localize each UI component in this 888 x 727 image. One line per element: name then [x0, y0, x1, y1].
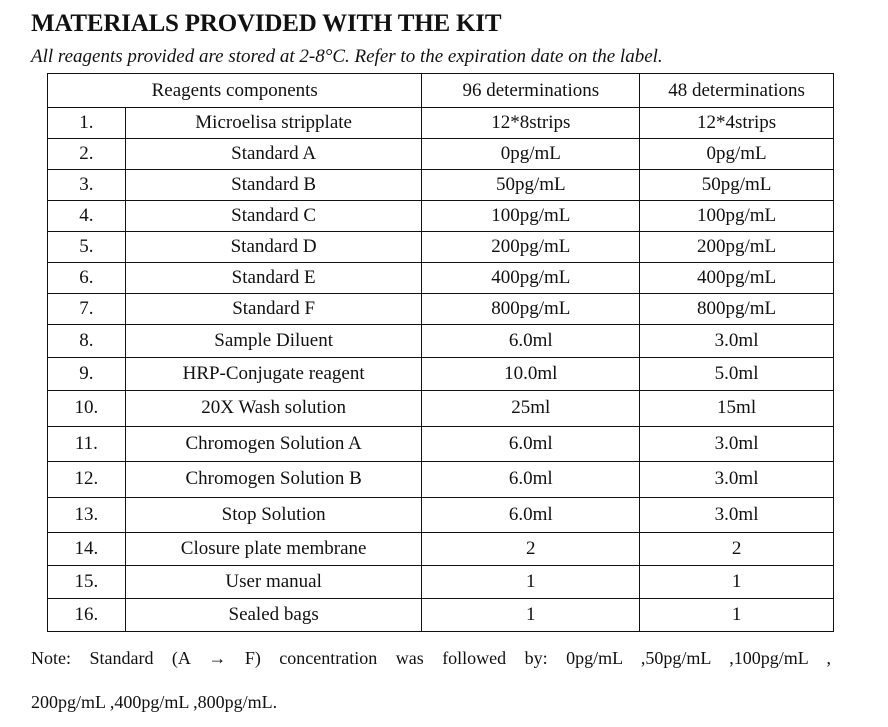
quantity-48: 3.0ml	[640, 426, 834, 462]
quantity-96: 1	[422, 566, 640, 599]
table-row	[48, 325, 834, 358]
table-row	[48, 426, 834, 462]
item-number: 10.	[48, 391, 126, 427]
reagent-name: Standard D	[125, 232, 422, 263]
item-number: 11.	[48, 426, 126, 462]
table-row	[48, 201, 834, 232]
quantity-96: 6.0ml	[422, 426, 640, 462]
quantity-48: 400pg/mL	[640, 263, 834, 294]
materials-table	[47, 73, 834, 632]
quantity-48: 50pg/mL	[640, 170, 834, 201]
quantity-96: 25ml	[422, 391, 640, 427]
item-number: 7.	[48, 294, 126, 325]
quantity-96: 6.0ml	[422, 497, 640, 533]
table-row	[48, 294, 834, 325]
reagent-name: Sample Diluent	[125, 325, 422, 358]
quantity-48: 15ml	[640, 391, 834, 427]
quantity-48: 100pg/mL	[640, 201, 834, 232]
quantity-48: 0pg/mL	[640, 139, 834, 170]
header-96-determinations: 96 determinations	[422, 74, 640, 108]
reagent-name: User manual	[125, 566, 422, 599]
table-row	[48, 358, 834, 391]
table-row	[48, 170, 834, 201]
quantity-96: 50pg/mL	[422, 170, 640, 201]
quantity-48: 5.0ml	[640, 358, 834, 391]
reagent-name: Standard F	[125, 294, 422, 325]
quantity-48: 200pg/mL	[640, 232, 834, 263]
table-row	[48, 108, 834, 139]
table-row	[48, 599, 834, 632]
table-row	[48, 462, 834, 498]
quantity-48: 1	[640, 599, 834, 632]
quantity-96: 6.0ml	[422, 462, 640, 498]
reagent-name: Closure plate membrane	[125, 533, 422, 566]
reagent-name: Standard E	[125, 263, 422, 294]
storage-subtitle: All reagents provided are stored at 2-8°C. Refer to the expiration date on the label.	[31, 46, 663, 67]
item-number: 4.	[48, 201, 126, 232]
table-row	[48, 263, 834, 294]
header-48-determinations: 48 determinations	[640, 74, 834, 108]
quantity-48: 1	[640, 566, 834, 599]
header-components: Reagents components	[48, 74, 422, 108]
quantity-96: 2	[422, 533, 640, 566]
page-title: MATERIALS PROVIDED WITH THE KIT	[31, 10, 502, 37]
table-row	[48, 497, 834, 533]
note-line-2: 200pg/mL ,400pg/mL ,800pg/mL.	[31, 692, 278, 712]
table-row	[48, 391, 834, 427]
quantity-48: 3.0ml	[640, 325, 834, 358]
item-number: 1.	[48, 108, 126, 139]
item-number: 13.	[48, 497, 126, 533]
quantity-96: 10.0ml	[422, 358, 640, 391]
table-row	[48, 139, 834, 170]
quantity-96: 12*8strips	[422, 108, 640, 139]
quantity-48: 800pg/mL	[640, 294, 834, 325]
table-row	[48, 566, 834, 599]
reagent-name: HRP-Conjugate reagent	[125, 358, 422, 391]
reagent-name: Standard C	[125, 201, 422, 232]
reagent-name: Chromogen Solution B	[125, 462, 422, 498]
quantity-96: 1	[422, 599, 640, 632]
reagent-name: Microelisa stripplate	[125, 108, 422, 139]
item-number: 15.	[48, 566, 126, 599]
quantity-96: 100pg/mL	[422, 201, 640, 232]
item-number: 6.	[48, 263, 126, 294]
table-header-row	[48, 74, 834, 108]
item-number: 2.	[48, 139, 126, 170]
reagent-name: 20X Wash solution	[125, 391, 422, 427]
item-number: 12.	[48, 462, 126, 498]
table-row	[48, 533, 834, 566]
quantity-96: 200pg/mL	[422, 232, 640, 263]
quantity-48: 2	[640, 533, 834, 566]
quantity-96: 400pg/mL	[422, 263, 640, 294]
item-number: 9.	[48, 358, 126, 391]
item-number: 8.	[48, 325, 126, 358]
reagent-name: Standard A	[125, 139, 422, 170]
quantity-48: 3.0ml	[640, 462, 834, 498]
table-row	[48, 232, 834, 263]
note-line-1: Note: Standard (A → F) concentration was followed by: 0pg/mL ,50pg/mL ,100pg/mL ,	[31, 648, 831, 668]
quantity-48: 3.0ml	[640, 497, 834, 533]
item-number: 3.	[48, 170, 126, 201]
quantity-96: 6.0ml	[422, 325, 640, 358]
item-number: 5.	[48, 232, 126, 263]
quantity-48: 12*4strips	[640, 108, 834, 139]
reagent-name: Chromogen Solution A	[125, 426, 422, 462]
reagent-name: Stop Solution	[125, 497, 422, 533]
item-number: 14.	[48, 533, 126, 566]
reagent-name: Standard B	[125, 170, 422, 201]
reagent-name: Sealed bags	[125, 599, 422, 632]
item-number: 16.	[48, 599, 126, 632]
quantity-96: 0pg/mL	[422, 139, 640, 170]
quantity-96: 800pg/mL	[422, 294, 640, 325]
